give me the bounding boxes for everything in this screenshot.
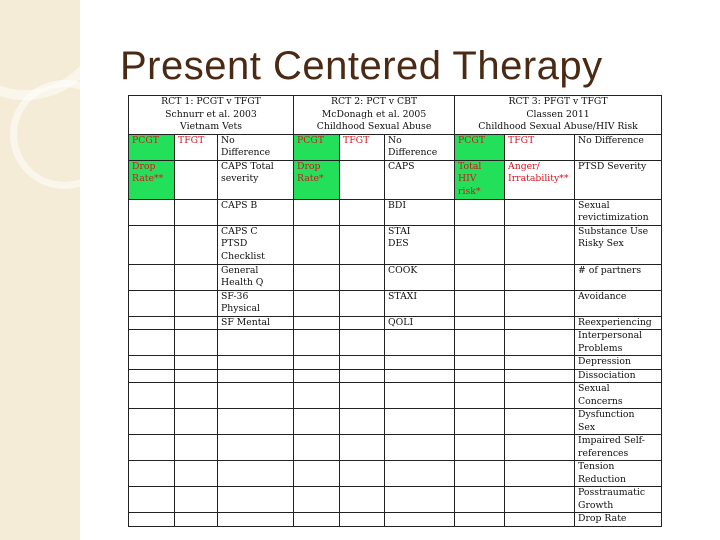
empty-cell <box>385 435 455 461</box>
empty-cell <box>505 461 575 487</box>
empty-cell <box>218 487 294 513</box>
rct3-header: RCT 3: PFGT v TFGT Classen 2011 Childhood Sexual Abuse/HIV Risk <box>455 96 662 135</box>
empty-cell <box>505 487 575 513</box>
empty-cell <box>129 264 175 290</box>
empty-cell <box>340 461 385 487</box>
rct3-total-hiv-risk: Total HIV risk* <box>455 160 505 199</box>
empty-cell <box>340 487 385 513</box>
rct3-outcome: Dysfunction Sex <box>575 409 662 435</box>
empty-cell <box>129 383 175 409</box>
empty-cell <box>340 330 385 356</box>
empty-cell <box>340 225 385 264</box>
empty-cell <box>455 409 505 435</box>
empty-cell <box>385 356 455 370</box>
rct1-outcome: SF Mental <box>218 316 294 330</box>
rct3-outcome: Posstraumatic Growth <box>575 487 662 513</box>
empty-cell <box>175 383 218 409</box>
empty-cell <box>455 435 505 461</box>
decorative-ring <box>10 80 119 189</box>
table-row <box>129 383 662 409</box>
empty-cell <box>175 160 218 199</box>
rct3-outcome: Dissociation <box>575 369 662 383</box>
rct1-outcome: SF-36 Physical <box>218 290 294 316</box>
rct2-no-difference: No Difference <box>385 134 455 160</box>
table-row <box>129 435 662 461</box>
empty-cell <box>129 225 175 264</box>
empty-cell <box>385 461 455 487</box>
empty-cell <box>218 383 294 409</box>
empty-cell <box>385 513 455 527</box>
rct3-condition-a: PCGT <box>455 134 505 160</box>
empty-cell <box>218 356 294 370</box>
table-row <box>129 316 662 330</box>
empty-cell <box>218 513 294 527</box>
empty-cell <box>294 330 340 356</box>
empty-cell <box>505 513 575 527</box>
empty-cell <box>175 435 218 461</box>
empty-cell <box>129 513 175 527</box>
rct3-anger-irritability: Anger/ Irratability** <box>505 160 575 199</box>
rct3-outcome: Substance Use Risky Sex <box>575 225 662 264</box>
table-row <box>129 330 662 356</box>
rct2-outcome: CAPS <box>385 160 455 199</box>
rct1-condition-a: PCGT <box>129 134 175 160</box>
empty-cell <box>129 435 175 461</box>
empty-cell <box>129 487 175 513</box>
empty-cell <box>385 409 455 435</box>
rct3-outcome: Tension Reduction <box>575 461 662 487</box>
empty-cell <box>455 199 505 225</box>
empty-cell <box>218 330 294 356</box>
rct-comparison-table <box>128 95 662 527</box>
empty-cell <box>218 435 294 461</box>
rct1-outcome: General Health Q <box>218 264 294 290</box>
empty-cell <box>340 383 385 409</box>
empty-cell <box>175 356 218 370</box>
rct3-outcome: Reexperiencing <box>575 316 662 330</box>
empty-cell <box>340 316 385 330</box>
empty-cell <box>455 513 505 527</box>
rct3-outcome: Sexual Concerns <box>575 383 662 409</box>
empty-cell <box>455 225 505 264</box>
rct3-outcome: # of partners <box>575 264 662 290</box>
empty-cell <box>455 356 505 370</box>
rct1-outcome: CAPS Total severity <box>218 160 294 199</box>
rct2-header: RCT 2: PCT v CBT McDonagh et al. 2005 Childhood Sexual Abuse <box>294 96 455 135</box>
rct2-outcome: STAI DES <box>385 225 455 264</box>
empty-cell <box>505 199 575 225</box>
rct2-outcome: QOLI <box>385 316 455 330</box>
empty-cell <box>505 264 575 290</box>
empty-cell <box>218 461 294 487</box>
rct3-outcome: Drop Rate <box>575 513 662 527</box>
empty-cell <box>455 383 505 409</box>
empty-cell <box>175 290 218 316</box>
rct3-outcome: Depression <box>575 356 662 370</box>
empty-cell <box>505 330 575 356</box>
empty-cell <box>175 225 218 264</box>
empty-cell <box>455 487 505 513</box>
table-row <box>129 199 662 225</box>
empty-cell <box>505 290 575 316</box>
empty-cell <box>455 264 505 290</box>
rct2-outcome: COOK <box>385 264 455 290</box>
empty-cell <box>505 435 575 461</box>
empty-cell <box>294 264 340 290</box>
table-row <box>129 134 662 160</box>
empty-cell <box>294 383 340 409</box>
empty-cell <box>455 461 505 487</box>
empty-cell <box>385 330 455 356</box>
empty-cell <box>129 409 175 435</box>
empty-cell <box>294 487 340 513</box>
table-row <box>129 264 662 290</box>
rct2-drop-rate: Drop Rate* <box>294 160 340 199</box>
table-row <box>129 225 662 264</box>
empty-cell <box>455 369 505 383</box>
table-row <box>129 290 662 316</box>
empty-cell <box>340 199 385 225</box>
empty-cell <box>175 199 218 225</box>
empty-cell <box>129 369 175 383</box>
empty-cell <box>129 316 175 330</box>
rct1-condition-b: TFGT <box>175 134 218 160</box>
rct2-outcome: STAXI <box>385 290 455 316</box>
empty-cell <box>175 330 218 356</box>
rct3-outcome: Impaired Self- references <box>575 435 662 461</box>
empty-cell <box>505 316 575 330</box>
table-row <box>129 487 662 513</box>
empty-cell <box>218 369 294 383</box>
table-row <box>129 513 662 527</box>
rct2-condition-a: PCGT <box>294 134 340 160</box>
empty-cell <box>294 316 340 330</box>
table-row <box>129 356 662 370</box>
slide-title: Present Centered Therapy <box>120 44 603 88</box>
empty-cell <box>175 369 218 383</box>
table-row <box>129 461 662 487</box>
empty-cell <box>175 513 218 527</box>
empty-cell <box>505 369 575 383</box>
empty-cell <box>455 330 505 356</box>
empty-cell <box>294 199 340 225</box>
decorative-divider <box>80 0 82 540</box>
table-row <box>129 409 662 435</box>
rct1-header: RCT 1: PCGT v TFGT Schnurr et al. 2003 Vietnam Vets <box>129 96 294 135</box>
empty-cell <box>340 356 385 370</box>
empty-cell <box>175 316 218 330</box>
empty-cell <box>175 487 218 513</box>
empty-cell <box>505 225 575 264</box>
empty-cell <box>175 264 218 290</box>
rct2-outcome: BDI <box>385 199 455 225</box>
rct3-outcome: Avoidance <box>575 290 662 316</box>
empty-cell <box>129 330 175 356</box>
empty-cell <box>505 356 575 370</box>
empty-cell <box>294 435 340 461</box>
empty-cell <box>505 409 575 435</box>
rct1-drop-rate: Drop Rate** <box>129 160 175 199</box>
empty-cell <box>294 369 340 383</box>
empty-cell <box>129 356 175 370</box>
empty-cell <box>505 383 575 409</box>
empty-cell <box>294 461 340 487</box>
table-row <box>129 369 662 383</box>
empty-cell <box>340 160 385 199</box>
empty-cell <box>340 409 385 435</box>
empty-cell <box>294 225 340 264</box>
empty-cell <box>218 409 294 435</box>
table-header-row <box>129 96 662 135</box>
rct2-condition-b: TFGT <box>340 134 385 160</box>
empty-cell <box>175 409 218 435</box>
empty-cell <box>455 290 505 316</box>
empty-cell <box>294 409 340 435</box>
empty-cell <box>129 461 175 487</box>
empty-cell <box>340 264 385 290</box>
empty-cell <box>455 316 505 330</box>
rct3-outcome: Sexual revictimization <box>575 199 662 225</box>
rct3-outcome: PTSD Severity <box>575 160 662 199</box>
empty-cell <box>129 199 175 225</box>
rct1-no-difference: No Difference <box>218 134 294 160</box>
empty-cell <box>340 290 385 316</box>
empty-cell <box>385 487 455 513</box>
table-row <box>129 160 662 199</box>
rct-comparison-table-container <box>128 95 661 524</box>
empty-cell <box>294 356 340 370</box>
empty-cell <box>294 290 340 316</box>
empty-cell <box>340 435 385 461</box>
rct3-no-difference: No Difference <box>575 134 662 160</box>
rct3-condition-b: TFGT <box>505 134 575 160</box>
rct1-outcome: CAPS B <box>218 199 294 225</box>
empty-cell <box>385 369 455 383</box>
rct1-outcome: CAPS C PTSD Checklist <box>218 225 294 264</box>
empty-cell <box>340 513 385 527</box>
empty-cell <box>294 513 340 527</box>
empty-cell <box>129 290 175 316</box>
empty-cell <box>385 383 455 409</box>
rct3-outcome: Interpersonal Problems <box>575 330 662 356</box>
empty-cell <box>175 461 218 487</box>
empty-cell <box>340 369 385 383</box>
